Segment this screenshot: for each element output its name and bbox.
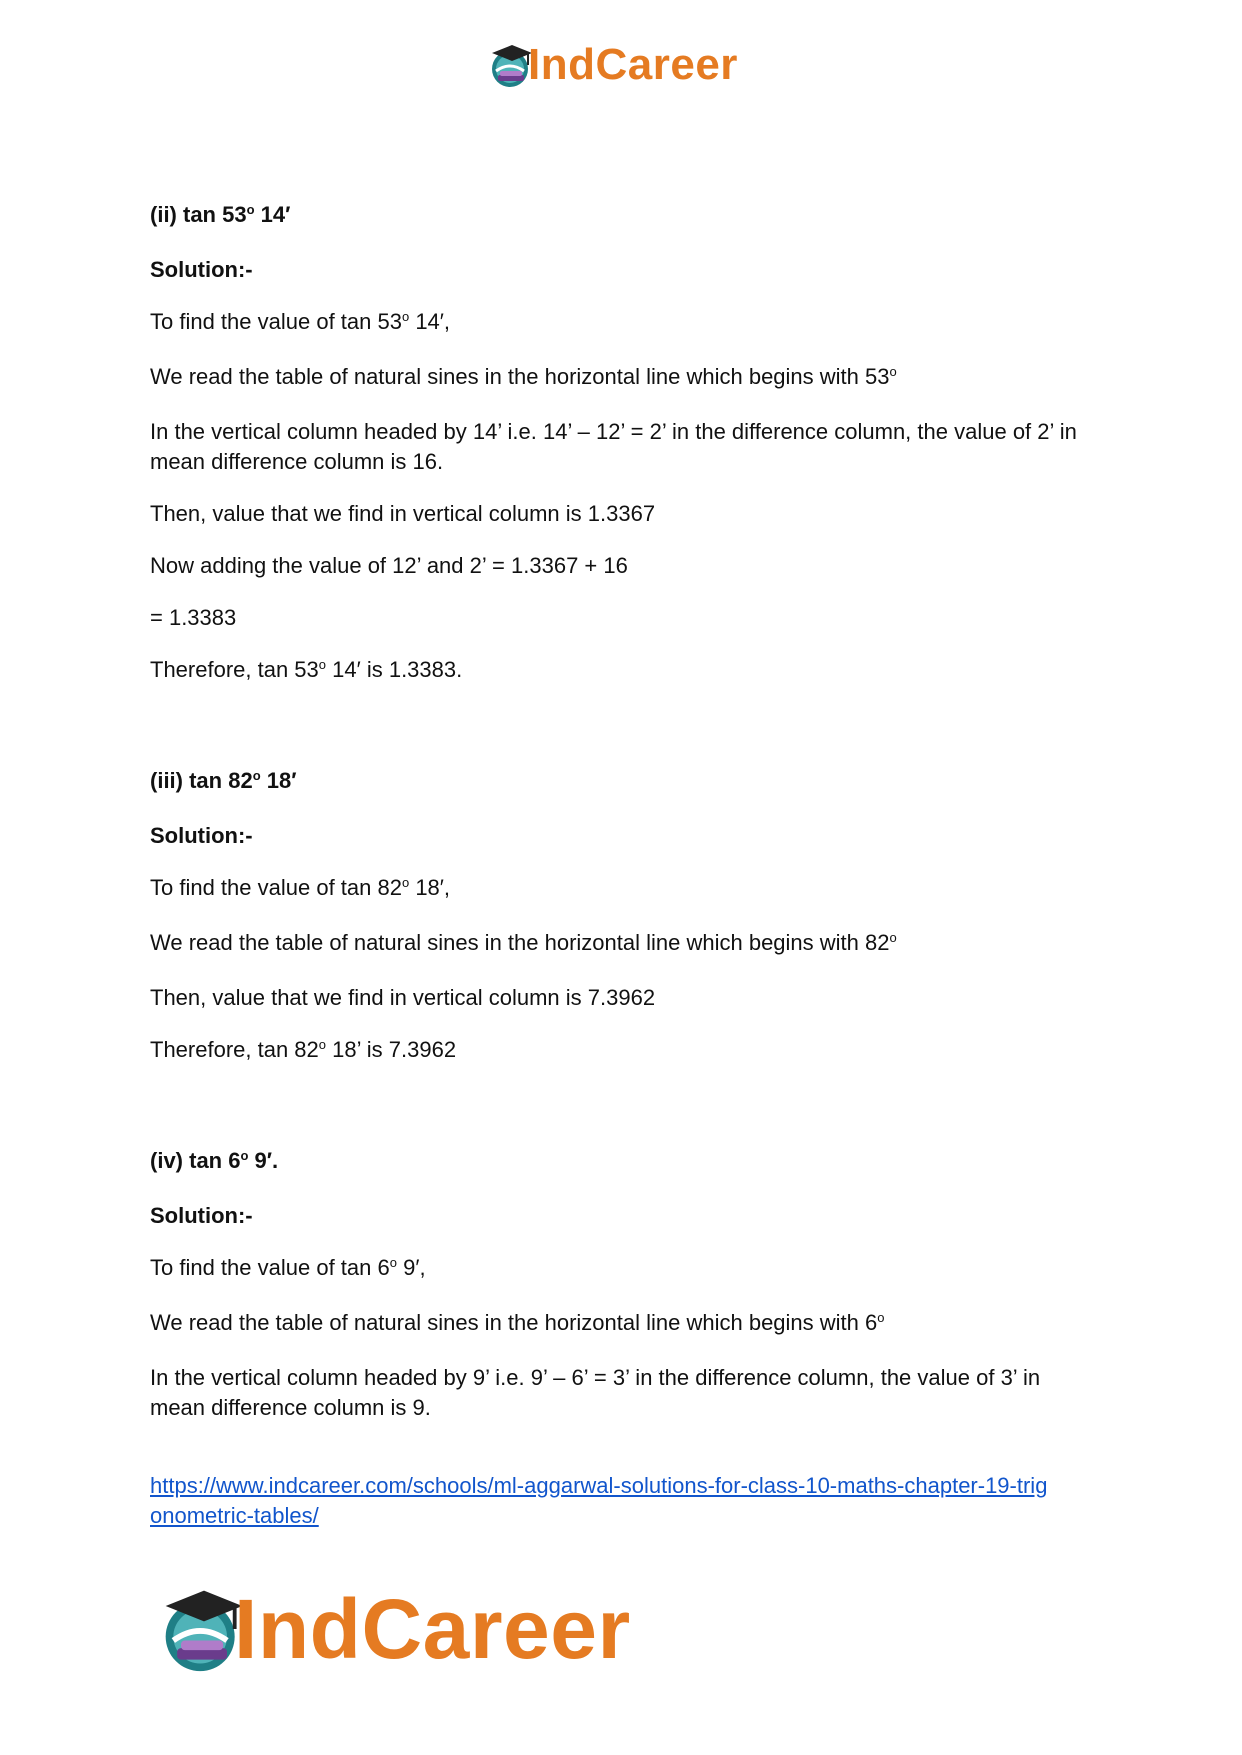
- text-line: We read the table of natural sines in the horizontal line which begins with 82$^o$: [150, 930, 897, 955]
- document-body: [150, 200, 1090, 1531]
- text-line: = 1.3383: [150, 605, 237, 630]
- solution-label: Solution:-: [150, 1203, 253, 1228]
- text-line: Therefore, tan 53$^o$ 14′ is 1.3383.: [150, 657, 463, 682]
- text-line: To find the value of tan 82$^o$ 18′,: [150, 875, 451, 900]
- text-line: Now adding the value of 12’ and 2’ = 1.3367 + 16: [150, 553, 628, 578]
- text-line: Therefore, tan 82$^o$ 18’ is 7.3962: [150, 1037, 457, 1062]
- text-line: Then, value that we find in vertical column is 7.3962: [150, 985, 656, 1010]
- logo-wordmark: IndCareer: [234, 1582, 631, 1676]
- source-link-line-1: https://www.indcareer.com/schools/ml-aggarwal-solutions-for-class-10-maths-chapter-19-trig: [150, 1473, 1048, 1498]
- text-line: In the vertical column headed by 9’ i.e. 9’ – 6’ = 3’ in the difference column, the value of 3’ in mean difference column is 9.: [150, 1365, 1041, 1420]
- solution-label: Solution:-: [150, 823, 253, 848]
- source-link[interactable]: [150, 1471, 1090, 1531]
- section-heading: (iii) tan 82$^o$ 18′: [150, 768, 297, 793]
- text-line: In the vertical column headed by 14’ i.e. 14’ – 12’ = 2’ in the difference column, the value of 2’ in mean difference column is 16.: [150, 419, 1077, 474]
- logo-wordmark: IndCareer: [528, 40, 738, 89]
- header-logo: [488, 40, 738, 90]
- text-line: Then, value that we find in vertical column is 1.3367: [150, 501, 656, 526]
- section-heading: (ii) tan 53$^o$ 14′: [150, 202, 291, 227]
- text-line: We read the table of natural sines in the horizontal line which begins with 53$^o$: [150, 364, 897, 389]
- source-link-line-2: onometric-tables/: [150, 1503, 319, 1528]
- text-line: To find the value of tan 6$^o$ 9′,: [150, 1255, 426, 1280]
- footer-logo: [158, 1584, 631, 1674]
- solution-label: Solution:-: [150, 257, 253, 282]
- section-heading: (iv) tan 6$^o$ 9′.: [150, 1148, 279, 1173]
- text-line: To find the value of tan 53$^o$ 14′,: [150, 309, 451, 334]
- text-line: We read the table of natural sines in the horizontal line which begins with 6$^o$: [150, 1310, 885, 1335]
